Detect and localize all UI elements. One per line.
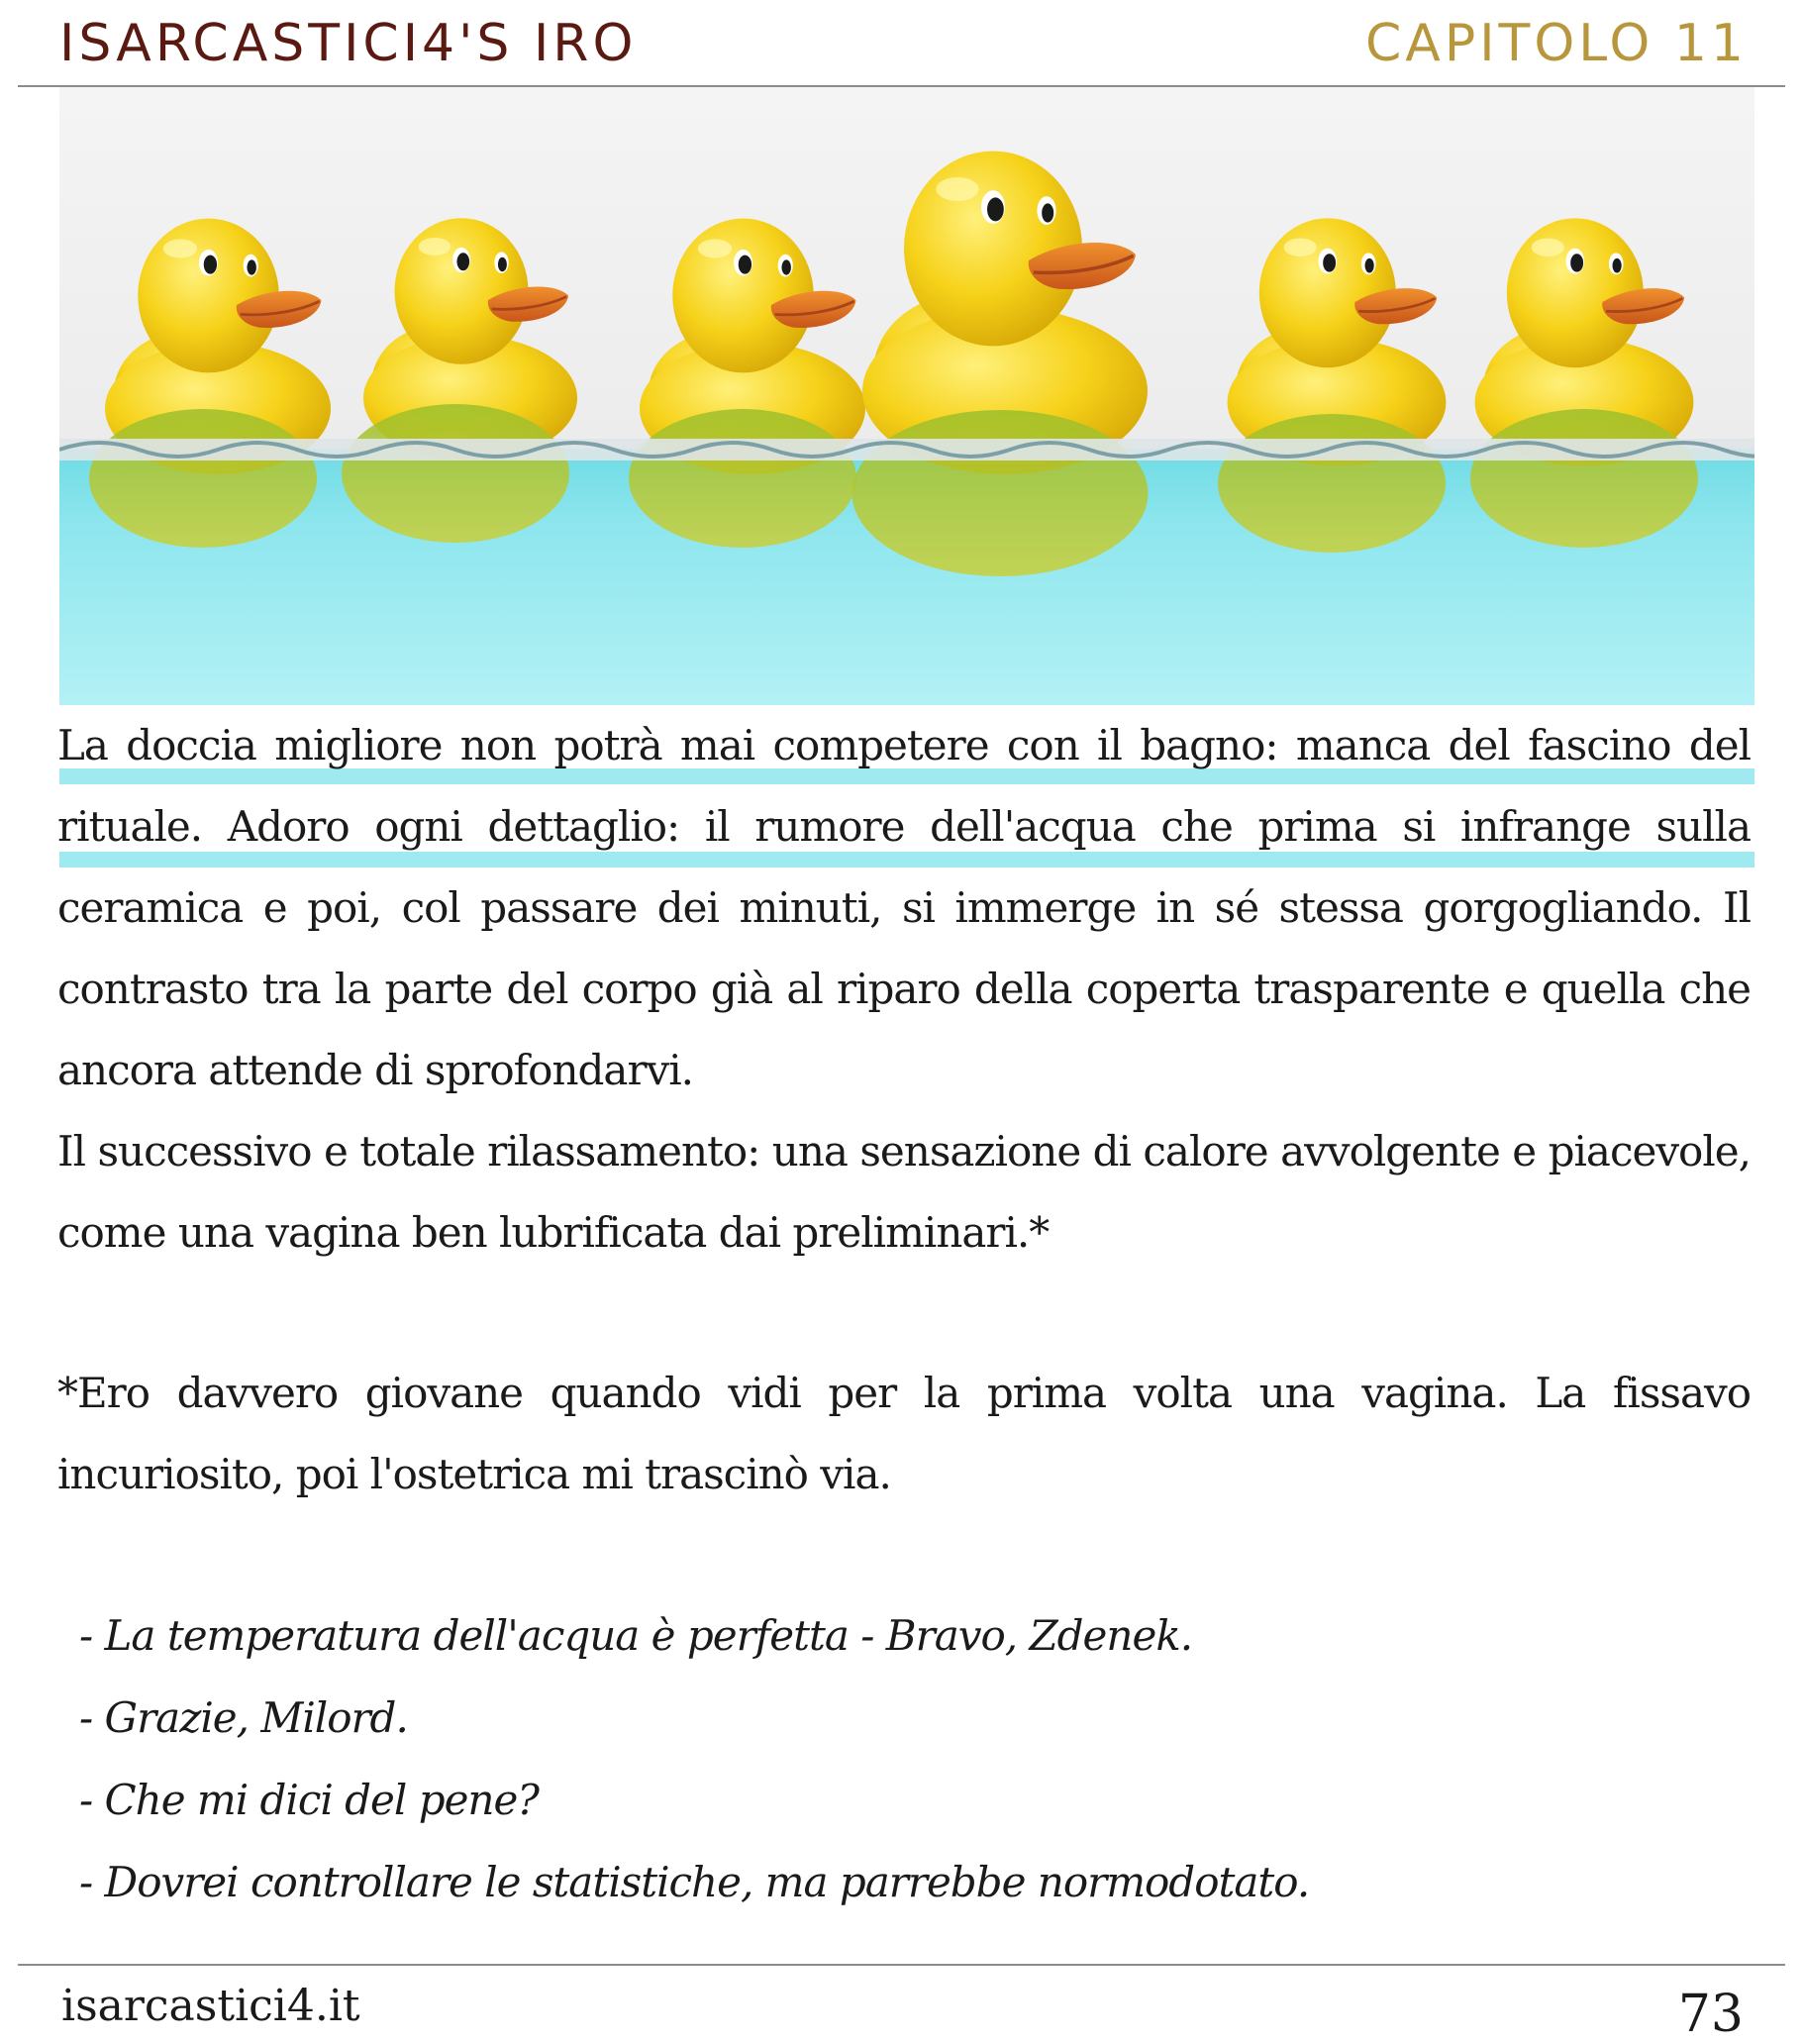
website-link[interactable]: isarcastici4.it [61, 1981, 360, 2031]
book-title: ISARCASTICI4'S IRO [59, 14, 638, 73]
dialogue-line: - La temperatura dell'acqua è perfetta - Bravo, Zdenek. [79, 1611, 1193, 1660]
main-text [57, 705, 1751, 1274]
dialogue-line: - Che mi dici del pene? [79, 1776, 539, 1824]
page-number: 73 [1677, 1985, 1744, 2044]
footer-divider [18, 1964, 1785, 1966]
dialogue [79, 1594, 1663, 1923]
dialogue-line: - Dovrei controllare le statistiche, ma parrebbe normodotato. [79, 1858, 1310, 1906]
chapter-title: CAPITOLO 11 [1364, 14, 1748, 73]
dialogue-line: - Grazie, Milord. [79, 1693, 408, 1742]
paragraph: La doccia migliore non potrà mai competere con il bagno: manca del fascino del rituale. Adoro ogni dettaglio: il rumore dell'acqua che prima si infrange sulla ceramica e poi, col passare dei minuti, si immerge in sé stessa gorgogliando. Il contrasto tra la parte del corpo già al riparo della coperta trasparente e quella che ancora attende di sprofondarvi. [57, 721, 1751, 1094]
rubber-ducks-illustration [59, 87, 1754, 705]
footnote: *Ero davvero giovane quando vidi per la prima volta una vagina. La fissavo incuriosito, poi l'ostetrica mi trascinò via. [57, 1369, 1751, 1498]
paragraph: Il successivo e totale rilassamento: una sensazione di calore avvolgente e piacevole, come una vagina ben lubrificata dai preliminari.* [57, 1127, 1751, 1257]
